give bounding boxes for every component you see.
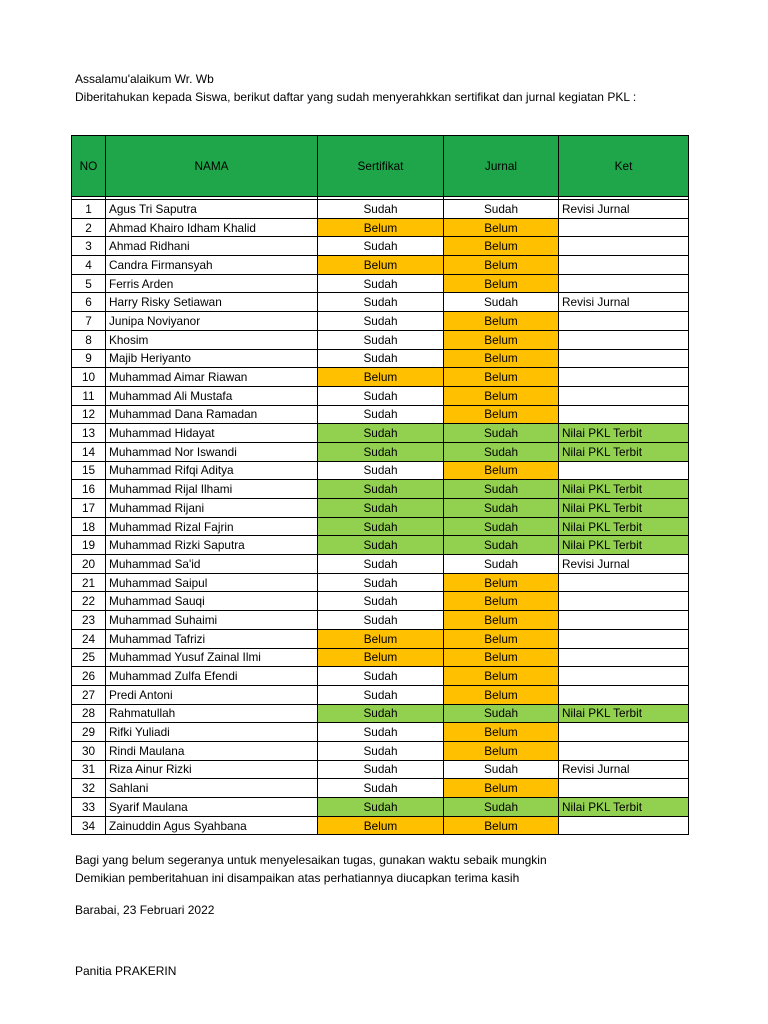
cell-ket — [559, 368, 689, 387]
cell-ket — [559, 685, 689, 704]
table-row — [72, 405, 689, 424]
table-row — [72, 536, 689, 555]
cell-ket — [559, 573, 689, 592]
cell-nama: Majib Heriyanto — [106, 349, 318, 368]
cell-nama: Muhammad Saipul — [106, 573, 318, 592]
table-row — [72, 499, 689, 518]
cell-ket — [559, 648, 689, 667]
cell-nama: Candra Firmansyah — [106, 256, 318, 275]
intro-block — [75, 70, 636, 106]
table-row — [72, 368, 689, 387]
cell-nama: Riza Ainur Rizki — [106, 760, 318, 779]
cell-nama: Muhammad Rifqi Aditya — [106, 461, 318, 480]
cell-jurnal: Belum — [444, 611, 559, 630]
cell-nama: Predi Antoni — [106, 685, 318, 704]
cell-ket: Nilai PKL Terbit — [559, 536, 689, 555]
cell-sertifikat: Sudah — [318, 760, 444, 779]
cell-no: 17 — [72, 499, 106, 518]
cell-no: 34 — [72, 816, 106, 835]
cell-no: 10 — [72, 368, 106, 387]
table-row — [72, 611, 689, 630]
cell-no: 22 — [72, 592, 106, 611]
table-row — [72, 218, 689, 237]
cell-sertifikat: Sudah — [318, 293, 444, 312]
cell-no: 14 — [72, 442, 106, 461]
table-row — [72, 555, 689, 574]
cell-nama: Khosim — [106, 330, 318, 349]
cell-ket — [559, 779, 689, 798]
cell-no: 21 — [72, 573, 106, 592]
cell-jurnal: Belum — [444, 573, 559, 592]
table-row — [72, 312, 689, 331]
cell-sertifikat: Belum — [318, 629, 444, 648]
table-row — [72, 349, 689, 368]
cell-nama: Syarif Maulana — [106, 798, 318, 817]
cell-ket — [559, 312, 689, 331]
table-row — [72, 517, 689, 536]
cell-jurnal: Sudah — [444, 517, 559, 536]
table-row — [72, 798, 689, 817]
cell-jurnal: Belum — [444, 667, 559, 686]
table-row — [72, 760, 689, 779]
cell-ket — [559, 741, 689, 760]
cell-sertifikat: Sudah — [318, 685, 444, 704]
cell-sertifikat: Sudah — [318, 312, 444, 331]
cell-no: 6 — [72, 293, 106, 312]
cell-ket: Nilai PKL Terbit — [559, 704, 689, 723]
table-header-row — [72, 136, 689, 197]
table-row — [72, 274, 689, 293]
table-row — [72, 723, 689, 742]
table-row — [72, 424, 689, 443]
cell-jurnal: Belum — [444, 741, 559, 760]
cell-no: 16 — [72, 480, 106, 499]
cell-ket — [559, 723, 689, 742]
cell-no: 32 — [72, 779, 106, 798]
cell-sertifikat: Sudah — [318, 237, 444, 256]
cell-no: 23 — [72, 611, 106, 630]
cell-no: 33 — [72, 798, 106, 817]
cell-jurnal: Sudah — [444, 536, 559, 555]
header-no: NO — [72, 136, 106, 197]
cell-sertifikat: Sudah — [318, 386, 444, 405]
cell-ket — [559, 330, 689, 349]
cell-nama: Ferris Arden — [106, 274, 318, 293]
table-row — [72, 293, 689, 312]
cell-nama: Ahmad Khairo Idham Khalid — [106, 218, 318, 237]
place-date: Barabai, 23 Februari 2022 — [75, 903, 215, 917]
table-row — [72, 816, 689, 835]
header-nama: NAMA — [106, 136, 318, 197]
closing-line-2: Demikian pemberitahuan ini disampaikan atas perhatiannya diucapkan terima kasih — [75, 871, 520, 885]
cell-nama: Muhammad Aimar Riawan — [106, 368, 318, 387]
cell-no: 15 — [72, 461, 106, 480]
cell-nama: Ahmad Ridhani — [106, 237, 318, 256]
cell-sertifikat: Sudah — [318, 330, 444, 349]
cell-sertifikat: Sudah — [318, 741, 444, 760]
cell-sertifikat: Sudah — [318, 461, 444, 480]
cell-jurnal: Belum — [444, 685, 559, 704]
cell-jurnal: Sudah — [444, 760, 559, 779]
cell-jurnal: Sudah — [444, 293, 559, 312]
cell-nama: Muhammad Rizal Fajrin — [106, 517, 318, 536]
cell-no: 25 — [72, 648, 106, 667]
table-row — [72, 592, 689, 611]
cell-ket — [559, 667, 689, 686]
cell-sertifikat: Sudah — [318, 723, 444, 742]
cell-sertifikat: Sudah — [318, 555, 444, 574]
cell-sertifikat: Sudah — [318, 592, 444, 611]
cell-jurnal: Sudah — [444, 442, 559, 461]
cell-ket: Revisi Jurnal — [559, 293, 689, 312]
table-row — [72, 442, 689, 461]
cell-nama: Muhammad Nor Iswandi — [106, 442, 318, 461]
cell-ket: Nilai PKL Terbit — [559, 480, 689, 499]
cell-ket — [559, 461, 689, 480]
cell-jurnal: Belum — [444, 386, 559, 405]
cell-sertifikat: Sudah — [318, 704, 444, 723]
submission-table — [71, 135, 689, 835]
cell-sertifikat: Belum — [318, 368, 444, 387]
table-row — [72, 685, 689, 704]
cell-sertifikat: Belum — [318, 648, 444, 667]
cell-ket — [559, 405, 689, 424]
cell-jurnal: Belum — [444, 629, 559, 648]
cell-ket: Revisi Jurnal — [559, 760, 689, 779]
cell-no: 1 — [72, 200, 106, 219]
cell-ket: Nilai PKL Terbit — [559, 442, 689, 461]
table-row — [72, 461, 689, 480]
cell-ket — [559, 629, 689, 648]
cell-jurnal: Belum — [444, 312, 559, 331]
cell-ket — [559, 386, 689, 405]
table-row — [72, 200, 689, 219]
cell-no: 20 — [72, 555, 106, 574]
cell-jurnal: Belum — [444, 256, 559, 275]
greeting-line: Assalamu'alaikum Wr. Wb — [75, 72, 214, 86]
cell-ket: Nilai PKL Terbit — [559, 499, 689, 518]
cell-jurnal: Belum — [444, 218, 559, 237]
cell-no: 9 — [72, 349, 106, 368]
cell-jurnal: Sudah — [444, 555, 559, 574]
cell-sertifikat: Sudah — [318, 424, 444, 443]
cell-jurnal: Belum — [444, 779, 559, 798]
cell-sertifikat: Sudah — [318, 405, 444, 424]
cell-nama: Muhammad Sa'id — [106, 555, 318, 574]
cell-no: 4 — [72, 256, 106, 275]
cell-jurnal: Sudah — [444, 704, 559, 723]
cell-no: 13 — [72, 424, 106, 443]
cell-sertifikat: Belum — [318, 218, 444, 237]
cell-sertifikat: Belum — [318, 256, 444, 275]
cell-jurnal: Belum — [444, 405, 559, 424]
cell-sertifikat: Sudah — [318, 779, 444, 798]
cell-nama: Junipa Noviyanor — [106, 312, 318, 331]
cell-no: 5 — [72, 274, 106, 293]
table-row — [72, 648, 689, 667]
cell-jurnal: Belum — [444, 816, 559, 835]
cell-jurnal: Belum — [444, 368, 559, 387]
cell-jurnal: Belum — [444, 274, 559, 293]
cell-sertifikat: Sudah — [318, 573, 444, 592]
closing-block — [75, 851, 547, 887]
signer-name: Panitia PRAKERIN — [75, 964, 177, 978]
announcement-line: Diberitahukan kepada Siswa, berikut daftar yang sudah menyerahkkan sertifikat dan jurnal kegiatan PKL : — [75, 90, 637, 104]
cell-sertifikat: Sudah — [318, 667, 444, 686]
table-row — [72, 573, 689, 592]
cell-no: 12 — [72, 405, 106, 424]
cell-ket — [559, 237, 689, 256]
cell-nama: Agus Tri Saputra — [106, 200, 318, 219]
cell-no: 26 — [72, 667, 106, 686]
cell-ket — [559, 349, 689, 368]
cell-sertifikat: Sudah — [318, 517, 444, 536]
cell-nama: Muhammad Tafrizi — [106, 629, 318, 648]
table-row — [72, 237, 689, 256]
cell-nama: Muhammad Suhaimi — [106, 611, 318, 630]
cell-nama: Muhammad Dana Ramadan — [106, 405, 318, 424]
cell-no: 8 — [72, 330, 106, 349]
cell-jurnal: Sudah — [444, 424, 559, 443]
cell-ket: Nilai PKL Terbit — [559, 517, 689, 536]
cell-ket: Nilai PKL Terbit — [559, 798, 689, 817]
table-row — [72, 386, 689, 405]
cell-sertifikat: Sudah — [318, 274, 444, 293]
cell-jurnal: Sudah — [444, 200, 559, 219]
cell-no: 31 — [72, 760, 106, 779]
cell-ket — [559, 611, 689, 630]
table-row — [72, 480, 689, 499]
cell-no: 19 — [72, 536, 106, 555]
cell-ket — [559, 218, 689, 237]
table-row — [72, 741, 689, 760]
cell-nama: Muhammad Sauqi — [106, 592, 318, 611]
cell-nama: Sahlani — [106, 779, 318, 798]
cell-sertifikat: Sudah — [318, 200, 444, 219]
cell-no: 30 — [72, 741, 106, 760]
cell-no: 11 — [72, 386, 106, 405]
cell-sertifikat: Sudah — [318, 536, 444, 555]
cell-no: 18 — [72, 517, 106, 536]
cell-jurnal: Belum — [444, 723, 559, 742]
cell-jurnal: Sudah — [444, 499, 559, 518]
cell-ket — [559, 592, 689, 611]
cell-nama: Harry Risky Setiawan — [106, 293, 318, 312]
cell-sertifikat: Belum — [318, 816, 444, 835]
cell-sertifikat: Sudah — [318, 499, 444, 518]
cell-sertifikat: Sudah — [318, 480, 444, 499]
cell-nama: Rindi Maulana — [106, 741, 318, 760]
cell-nama: Muhammad Zulfa Efendi — [106, 667, 318, 686]
cell-sertifikat: Sudah — [318, 611, 444, 630]
cell-nama: Rahmatullah — [106, 704, 318, 723]
header-jurnal: Jurnal — [444, 136, 559, 197]
cell-jurnal: Belum — [444, 349, 559, 368]
cell-no: 27 — [72, 685, 106, 704]
table-row — [72, 330, 689, 349]
cell-nama: Zainuddin Agus Syahbana — [106, 816, 318, 835]
cell-jurnal: Belum — [444, 592, 559, 611]
cell-sertifikat: Sudah — [318, 798, 444, 817]
cell-nama: Rifki Yuliadi — [106, 723, 318, 742]
table-body — [72, 200, 689, 835]
cell-nama: Muhammad Rijani — [106, 499, 318, 518]
cell-ket — [559, 256, 689, 275]
cell-nama: Muhammad Hidayat — [106, 424, 318, 443]
header-sertifikat: Sertifikat — [318, 136, 444, 197]
cell-no: 7 — [72, 312, 106, 331]
cell-jurnal: Belum — [444, 237, 559, 256]
cell-jurnal: Belum — [444, 648, 559, 667]
closing-line-1: Bagi yang belum segeranya untuk menyelesaikan tugas, gunakan waktu sebaik mungkin — [75, 853, 547, 867]
table-row — [72, 779, 689, 798]
cell-nama: Muhammad Ali Mustafa — [106, 386, 318, 405]
cell-jurnal: Belum — [444, 330, 559, 349]
cell-nama: Muhammad Rizki Saputra — [106, 536, 318, 555]
cell-nama: Muhammad Yusuf Zainal Ilmi — [106, 648, 318, 667]
table-row — [72, 629, 689, 648]
cell-no: 24 — [72, 629, 106, 648]
cell-sertifikat: Sudah — [318, 442, 444, 461]
cell-no: 3 — [72, 237, 106, 256]
cell-nama: Muhammad Rijal Ilhami — [106, 480, 318, 499]
cell-ket — [559, 816, 689, 835]
cell-jurnal: Belum — [444, 461, 559, 480]
cell-no: 28 — [72, 704, 106, 723]
header-ket: Ket — [559, 136, 689, 197]
cell-no: 2 — [72, 218, 106, 237]
cell-ket: Revisi Jurnal — [559, 200, 689, 219]
cell-no: 29 — [72, 723, 106, 742]
table-row — [72, 667, 689, 686]
cell-jurnal: Sudah — [444, 480, 559, 499]
cell-sertifikat: Sudah — [318, 349, 444, 368]
cell-ket — [559, 274, 689, 293]
cell-ket: Revisi Jurnal — [559, 555, 689, 574]
cell-jurnal: Sudah — [444, 798, 559, 817]
table-row — [72, 704, 689, 723]
cell-ket: Nilai PKL Terbit — [559, 424, 689, 443]
table-row — [72, 256, 689, 275]
